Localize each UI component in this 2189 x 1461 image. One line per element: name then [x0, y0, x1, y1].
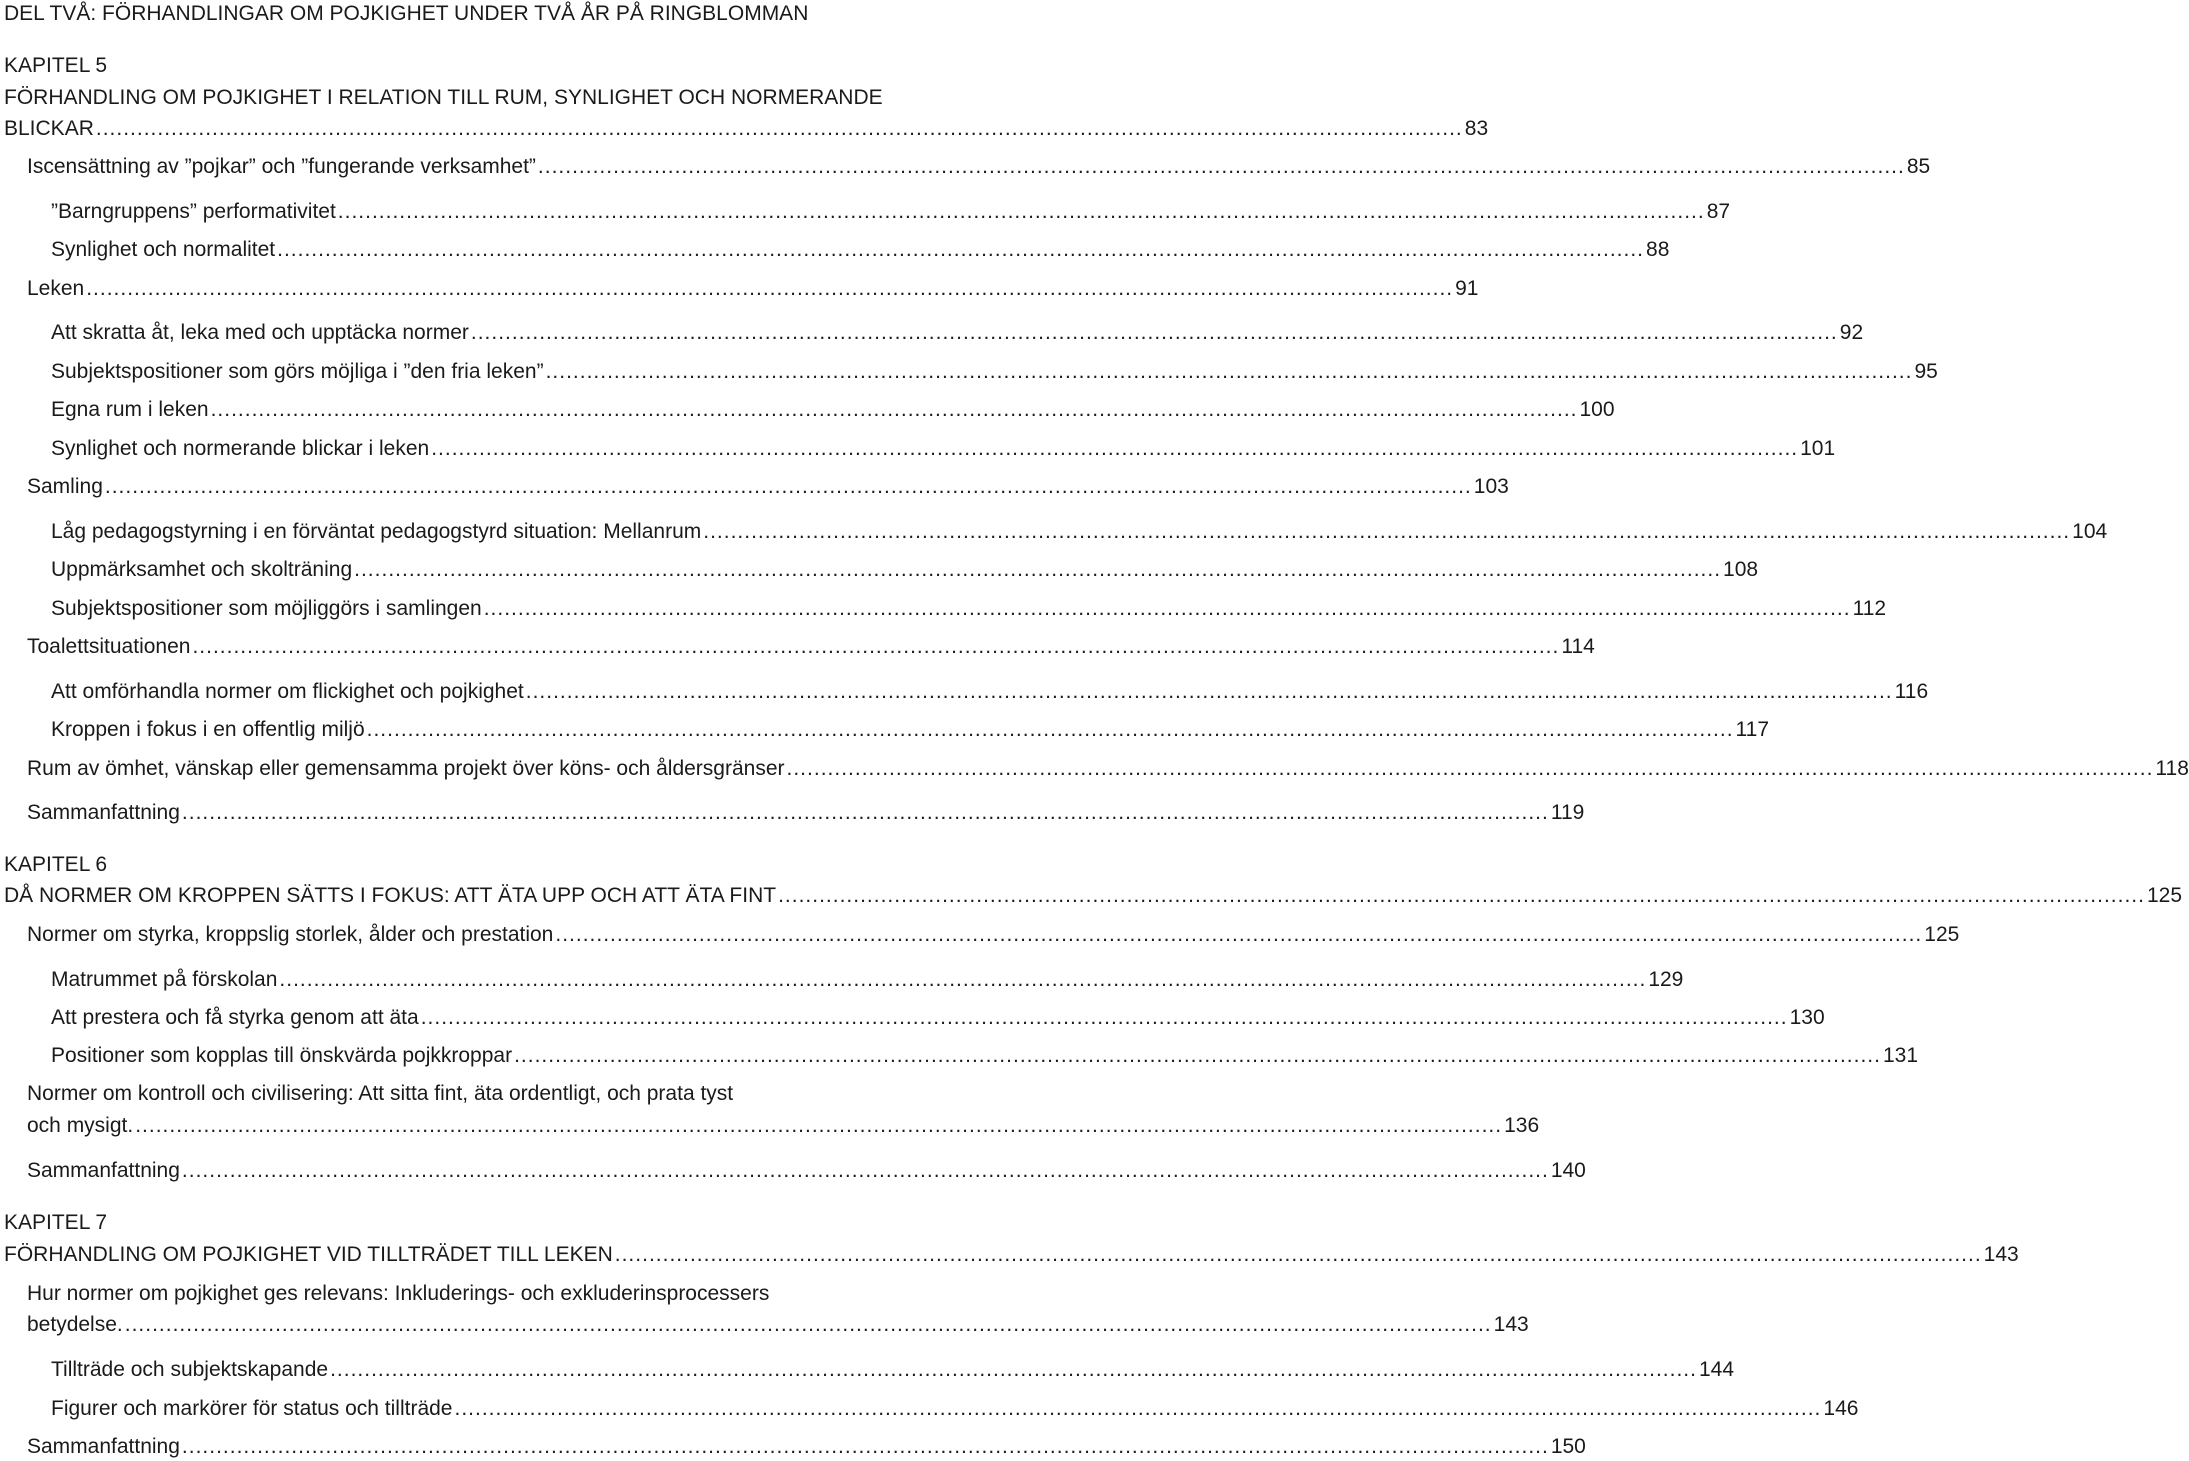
chapter-label: KAPITEL 5	[4, 54, 108, 77]
page-number: 91	[1455, 277, 1479, 300]
entry-title: Subjektspositioner som möjliggörs i samlingen	[51, 597, 482, 620]
page-number: 87	[1706, 200, 1731, 223]
page-number: 143	[1983, 1243, 2019, 1266]
toc-entry[interactable]	[27, 799, 1585, 827]
entry-title-cont: och mysigt.	[27, 1114, 134, 1137]
toc-subentry[interactable]	[51, 595, 1887, 623]
dot-leader: ........................................................................................................................................................................................................	[210, 398, 1578, 421]
dot-leader: ........................................................................................................................................................................................................	[420, 1006, 1788, 1029]
entry-title: Egna rum i leken	[51, 398, 209, 421]
entry-title: Att omförhandla normer om flickighet och pojkighet	[51, 680, 524, 703]
dot-leader: ........................................................................................................................................................................................................	[104, 475, 1472, 498]
toc-subentry[interactable]	[51, 1004, 1825, 1032]
entry-title: Samling	[27, 475, 103, 498]
entry-title: Figurer och markörer för status och tillträde	[51, 1397, 453, 1420]
page-number: 83	[1464, 117, 1489, 140]
toc-subentry[interactable]	[51, 198, 1731, 226]
chapter-title-entry[interactable]	[4, 1241, 2019, 1269]
dot-leader: ........................................................................................................................................................................................................	[277, 238, 1645, 261]
dot-leader: ........................................................................................................................................................................................................	[514, 1044, 1881, 1067]
dot-leader: ........................................................................................................................................................................................................	[279, 968, 1647, 991]
dot-leader: ........................................................................................................................................................................................................	[330, 1358, 1697, 1381]
entry-title: Att prestera och få styrka genom att äta	[51, 1006, 419, 1029]
dot-leader: ........................................................................................................................................................................................................	[181, 1435, 1549, 1458]
toc-entry[interactable]	[27, 275, 1479, 303]
dot-leader: ........................................................................................................................................................................................................	[778, 884, 2145, 907]
toc-subentry[interactable]	[51, 396, 1615, 424]
dot-leader: ........................................................................................................................................................................................................	[614, 1243, 1982, 1266]
dot-leader: ........................................................................................................................................................................................................	[124, 1313, 1492, 1336]
toc-subentry[interactable]	[51, 236, 1670, 264]
chapter-label: KAPITEL 6	[4, 853, 108, 876]
toc-subentry[interactable]	[51, 1395, 1859, 1423]
toc-entry[interactable]	[27, 473, 1509, 501]
toc-subentry[interactable]	[51, 518, 2108, 546]
dot-leader: ........................................................................................................................................................................................................	[366, 718, 1734, 741]
page-number: 131	[1882, 1044, 1919, 1067]
toc-entry[interactable]	[27, 921, 1960, 949]
page-number: 143	[1493, 1313, 1529, 1336]
page-number: 118	[2155, 757, 2189, 780]
entry-title: ”Barngruppens” performativitet	[51, 200, 336, 223]
page-number: 150	[1550, 1435, 1586, 1458]
entry-title: Kroppen i fokus i en offentlig miljö	[51, 718, 365, 741]
entry-title: Synlighet och normerande blickar i leken	[51, 437, 430, 460]
page-number: 146	[1823, 1397, 1859, 1420]
dot-leader: ........................................................................................................................................................................................................	[95, 117, 1463, 140]
entry-title: Matrummet på förskolan	[51, 968, 278, 991]
dot-leader: ........................................................................................................................................................................................................	[525, 680, 1893, 703]
toc-subentry[interactable]	[51, 435, 1836, 463]
entry-title: Normer om styrka, kroppslig storlek, ålder och prestation	[27, 923, 554, 946]
chapter-title-entry[interactable]	[4, 882, 2183, 910]
toc-subentry[interactable]	[51, 1356, 1735, 1384]
chapter-title: FÖRHANDLING OM POJKIGHET VID TILLTRÄDET TILL LEKEN	[4, 1243, 613, 1266]
page-number: 88	[1646, 238, 1670, 261]
toc-entry[interactable]	[27, 1157, 1586, 1185]
dot-leader: ........................................................................................................................................................................................................	[192, 635, 1560, 658]
entry-title: Synlighet och normalitet	[51, 238, 276, 261]
dot-leader: ........................................................................................................................................................................................................	[354, 558, 1722, 581]
entry-title: Rum av ömhet, vänskap eller gemensamma projekt över köns- och åldersgränser	[27, 757, 785, 780]
dot-leader: ........................................................................................................................................................................................................	[86, 277, 1454, 300]
entry-title: Leken	[27, 277, 85, 300]
entry-title: Sammanfattning	[27, 1159, 180, 1182]
entry-title-cont: betydelse.	[27, 1313, 123, 1336]
page-number: 108	[1723, 558, 1759, 581]
dot-leader: ........................................................................................................................................................................................................	[135, 1114, 1503, 1137]
toc-entry[interactable]	[27, 755, 2189, 783]
toc-subentry[interactable]	[51, 1042, 1919, 1070]
page-number: 101	[1800, 437, 1836, 460]
page-number: 104	[2072, 520, 2108, 543]
entry-title: Sammanfattning	[27, 1435, 180, 1458]
entry-title: Tillträde och subjektskapande	[51, 1358, 329, 1381]
entry-title: Att skratta åt, leka med och upptäcka normer	[51, 321, 469, 344]
page-number: 125	[1924, 923, 1960, 946]
page-number: 119	[1550, 801, 1585, 824]
toc-entry-cont[interactable]	[27, 1112, 1540, 1140]
toc-subentry[interactable]	[51, 556, 1759, 584]
page-number: 100	[1579, 398, 1615, 421]
toc-entry[interactable]	[27, 153, 1931, 181]
entry-title: Iscensättning av ”pojkar” och ”fungerande verksamhet”	[27, 155, 536, 178]
dot-leader: ........................................................................................................................................................................................................	[555, 923, 1923, 946]
entry-title: Uppmärksamhet och skolträning	[51, 558, 353, 581]
dot-leader: ........................................................................................................................................................................................................	[337, 200, 1705, 223]
page-number: 140	[1550, 1159, 1586, 1182]
toc-entry[interactable]	[27, 1433, 1586, 1461]
toc-subentry[interactable]	[51, 319, 1864, 347]
page-number: 144	[1698, 1358, 1735, 1381]
page-number: 125	[2146, 884, 2183, 907]
dot-leader: ........................................................................................................................................................................................................	[470, 321, 1838, 344]
entry-title: Positioner som kopplas till önskvärda pojkkroppar	[51, 1044, 513, 1067]
page-number: 116	[1894, 680, 1929, 703]
toc-subentry[interactable]	[51, 966, 1684, 994]
page-number: 117	[1735, 718, 1770, 741]
toc-subentry[interactable]	[51, 678, 1929, 706]
chapter-label: KAPITEL 7	[4, 1211, 108, 1234]
part-title: DEL TVÅ: FÖRHANDLINGAR OM POJKIGHET UNDER TVÅ ÅR PÅ RINGBLOMMAN	[4, 2, 809, 25]
page-number: 85	[1906, 155, 1931, 178]
entry-title[interactable]: Hur normer om pojkighet ges relevans: Inkluderings- och exkluderinsprocessers	[27, 1282, 770, 1305]
dot-leader: ........................................................................................................................................................................................................	[181, 1159, 1549, 1182]
toc-subentry[interactable]	[51, 358, 1938, 386]
chapter-title: FÖRHANDLING OM POJKIGHET I RELATION TILL RUM, SYNLIGHET OCH NORMERANDE	[4, 86, 883, 109]
dot-leader: ........................................................................................................................................................................................................	[703, 520, 2071, 543]
entry-title: Sammanfattning	[27, 801, 180, 824]
entry-title[interactable]: Normer om kontroll och civilisering: Att sitta fint, äta ordentligt, och prata tyst	[27, 1082, 734, 1105]
page-number: 92	[1839, 321, 1864, 344]
dot-leader: ........................................................................................................................................................................................................	[786, 757, 2154, 780]
toc-subentry[interactable]	[51, 716, 1770, 744]
page-number: 129	[1648, 968, 1684, 991]
dot-leader: ........................................................................................................................................................................................................	[545, 360, 1913, 383]
chapter-title: DÅ NORMER OM KROPPEN SÄTTS I FOKUS: ATT ÄTA UPP OCH ATT ÄTA FINT	[4, 884, 777, 907]
entry-title: Toalettsituationen	[27, 635, 191, 658]
entry-title: Subjektspositioner som görs möjliga i ”den fria leken”	[51, 360, 544, 383]
dot-leader: ........................................................................................................................................................................................................	[181, 801, 1549, 824]
toc-entry[interactable]	[27, 633, 1595, 661]
page-number: 114	[1561, 635, 1595, 658]
dot-leader: ........................................................................................................................................................................................................	[483, 597, 1851, 620]
page-number: 95	[1914, 360, 1938, 383]
dot-leader: ........................................................................................................................................................................................................	[431, 437, 1799, 460]
entry-title: Låg pedagogstyrning i en förväntat pedagogstyrd situation: Mellanrum	[51, 520, 702, 543]
dot-leader: ........................................................................................................................................................................................................	[454, 1397, 1822, 1420]
chapter-title-entry[interactable]	[4, 115, 1489, 143]
page-number: 130	[1789, 1006, 1825, 1029]
page-number: 103	[1473, 475, 1509, 498]
toc-entry-cont[interactable]	[27, 1311, 1529, 1339]
page-number: 112	[1852, 597, 1887, 620]
chapter-title-cont: BLICKAR	[4, 117, 94, 140]
page-number: 136	[1504, 1114, 1540, 1137]
dot-leader: ........................................................................................................................................................................................................	[537, 155, 1905, 178]
